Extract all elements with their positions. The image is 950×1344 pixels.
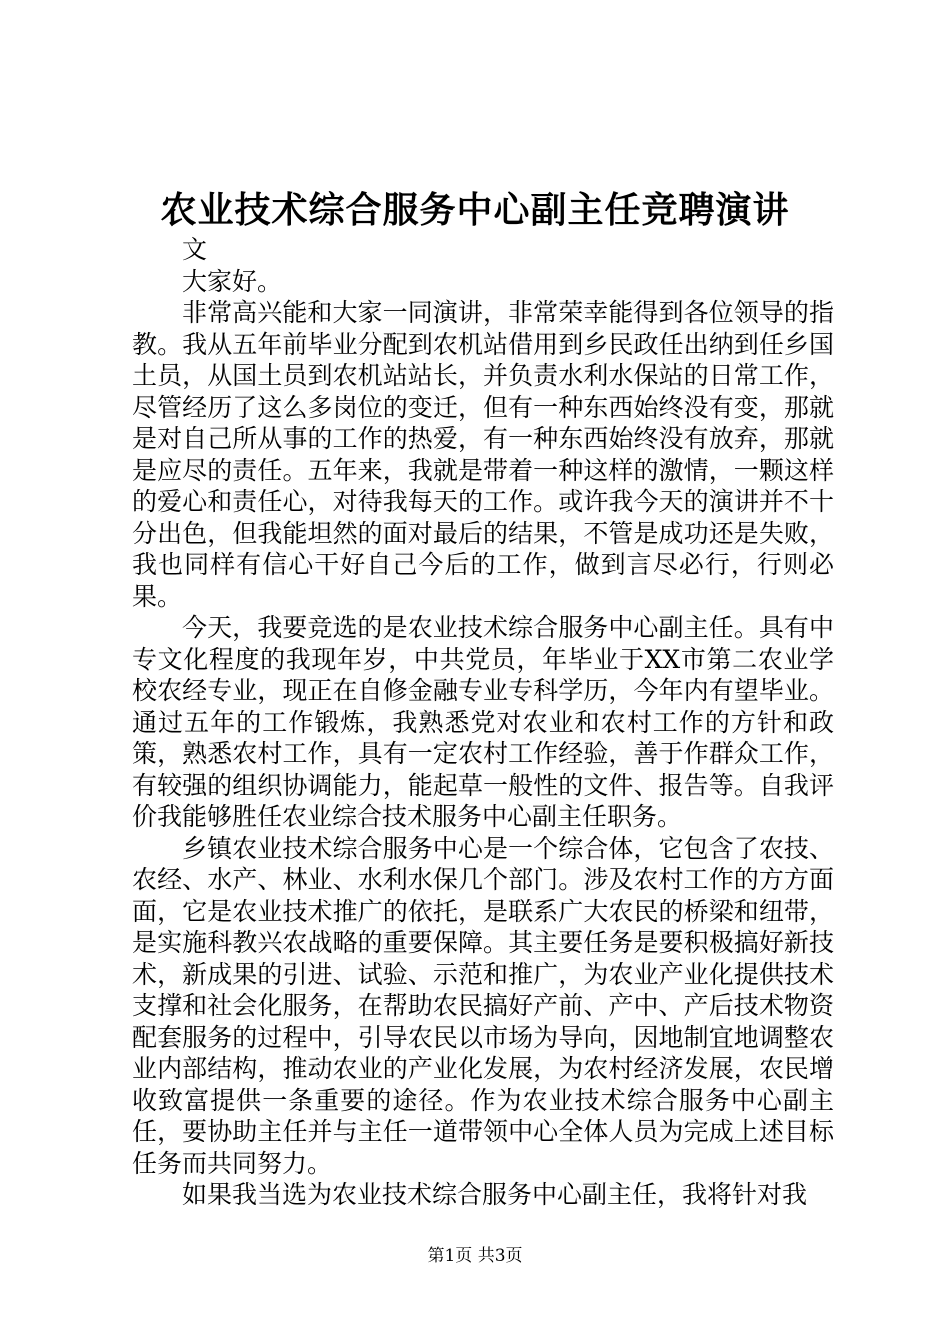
page-footer: 第1页 共3页 — [427, 1246, 523, 1266]
body-paragraph: 今天，我要竞选的是农业技术综合服务中心副主任。具有中专文化程度的我现年岁，中共党员，年毕业于XX市第二农业学校农经专业，现正在自修金融专业专科学历，今年内有望毕业。通过五年的工作锻炼，我熟悉党对农业和农村工作的方针和政策，熟悉农村工作，具有一定农村工作经验，善于作群众工作，有较强的组织协调能力，能起草一般性的文件、报告等。自我评价我能够胜任农业综合技术服务中心副主任职务。 — [132, 613, 834, 831]
body-paragraph: 非常高兴能和大家一同演讲，非常荣幸能得到各位领导的指教。我从五年前毕业分配到农机站借用到乡民政任出纳到任乡国土员，从国土员到农机站站长，并负责水利水保站的日常工作，尽管经历了这么多岗位的变迁，但有一种东西始终没有变，那就是对自己所从事的工作的热爱，有一种东西始终没有放弃，那就是应尽的责任。五年来，我就是带着一种这样的激情，一颗这样的爱心和责任心，对待我每天的工作。或许我今天的演讲并不十分出色，但我能坦然的面对最后的结果，不管是成功还是失败，我也同样有信心干好自己今后的工作，做到言尽必行，行则必果。 — [132, 298, 834, 611]
body-paragraph: 如果我当选为农业技术综合服务中心副主任，我将针对我 — [182, 1180, 808, 1209]
greeting-paragraph: 大家好。 — [182, 266, 283, 296]
author-line: 文 — [182, 235, 208, 264]
document-body — [132, 234, 834, 1211]
body-paragraph: 乡镇农业技术综合服务中心是一个综合体，它包含了农技、农经、水产、林业、水利水保几个部门。涉及农村工作的方方面面，它是农业技术推广的依托，是联系广大农民的桥梁和纽带，是实施科教兴农战略的重要保障。其主要任务是要积极搞好新技术，新成果的引进、试验、示范和推广，为农业产业化提供技术支撑和社会化服务，在帮助农民搞好产前、产中、产后技术物资配套服务的过程中，引导农民以市场为导向，因地制宜地调整农业内部结构，推动农业的产业化发展，为农村经济发展，农民增收致富提供一条重要的途径。作为农业技术综合服务中心副主任，要协助主任并与主任一道带领中心全体人员为完成上述目标任务而共同努力。 — [132, 833, 834, 1178]
page-title: 农业技术综合服务中心副主任竞聘演讲 — [160, 189, 790, 231]
